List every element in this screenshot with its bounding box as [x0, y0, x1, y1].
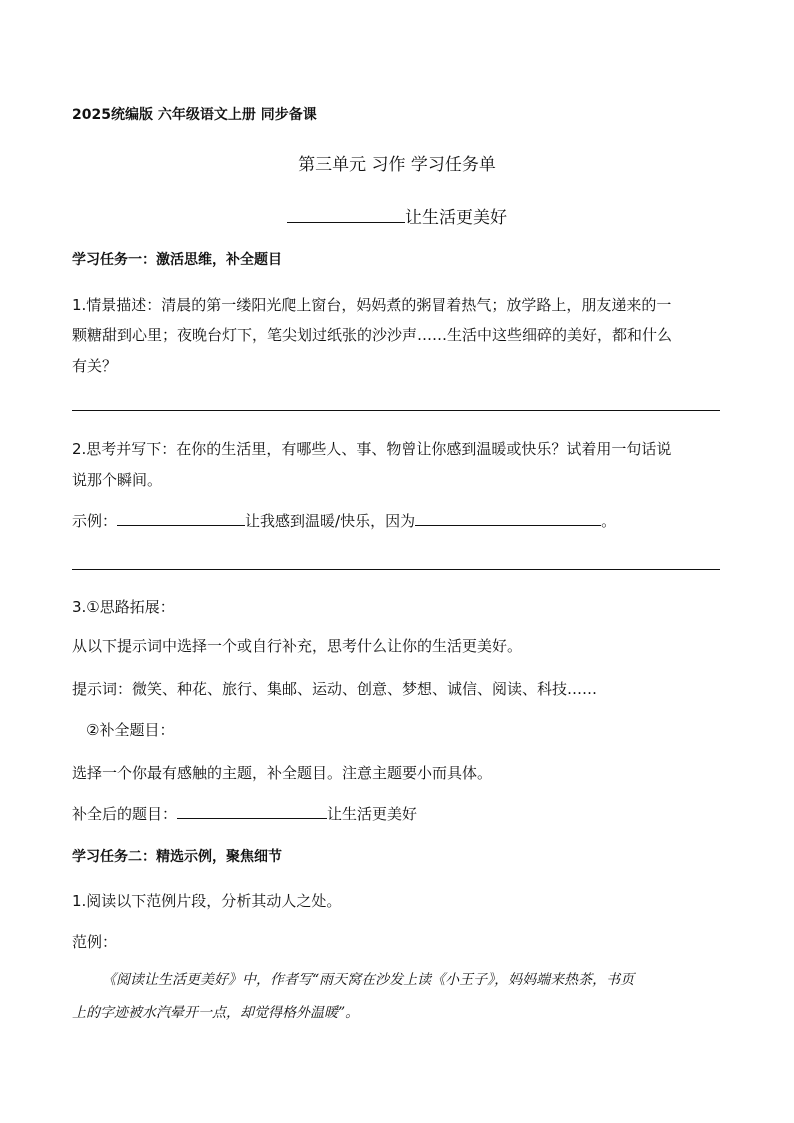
task2-example-label: 范例：: [72, 933, 118, 951]
answer-line-1[interactable]: [72, 410, 720, 411]
subtitle-suffix: 让生活更美好: [405, 208, 507, 228]
task1-q2-line2: 说那个瞬间。: [72, 471, 163, 489]
answer-line-2[interactable]: [72, 569, 720, 570]
example-middle: 让我感到温暖/快乐，因为: [245, 512, 416, 530]
task2-example-line2: 上的字迹被水汽晕开一点，却觉得格外温暖”。: [72, 1005, 360, 1021]
page-title: 第三单元 习作 学习任务单: [298, 155, 496, 175]
title-fill-line: [72, 803, 417, 824]
example-prefix: 示例：: [72, 512, 118, 530]
task1-q3-heading: 3.①思路拓展：: [72, 598, 175, 616]
task1-q2-line1: 2.思考并写下：在你的生活里，有哪些人、事、物曾让你感到温暖或快乐？试着用一句话说: [72, 440, 672, 458]
task1-q3-sub: ②补全题目：: [86, 721, 175, 739]
task1-q1-line1: 1.情景描述：清晨的第一缕阳光爬上窗台，妈妈煮的粥冒着热气；放学路上，朋友递来的一: [72, 296, 672, 314]
document-header: 2025统编版 六年级语文上册 同步备课: [72, 107, 317, 123]
task1-q3-instruction: 从以下提示词中选择一个或自行补充，思考什么让你的生活更美好。: [72, 637, 523, 655]
task1-q3-hints: 提示词：微笑、种花、旅行、集邮、运动、创意、梦想、诚信、阅读、科技……: [72, 680, 598, 698]
task1-heading: 学习任务一：激活思维，补全题目: [72, 252, 282, 268]
page-subtitle: [0, 203, 794, 228]
example-end: 。: [601, 512, 617, 530]
example-sentence: [72, 510, 616, 531]
title-blank[interactable]: [287, 207, 405, 223]
fill-suffix: 让生活更美好: [327, 805, 418, 823]
task1-q1-line2: 颗糖甜到心里；夜晚台灯下，笔尖划过纸张的沙沙声……生活中这些细碎的美好，都和什么: [72, 326, 673, 344]
task1-q3-sub-instruction: 选择一个你最有感触的主题，补全题目。注意主题要小而具体。: [72, 764, 493, 782]
task2-example-line1: 《阅读让生活更美好》中，作者写“雨天窝在沙发上读《小王子》，妈妈端来热茶，书页: [102, 972, 635, 988]
example-blank-2[interactable]: [415, 510, 601, 526]
task2-q1: 1.阅读以下范例片段，分析其动人之处。: [72, 892, 342, 910]
title-fill-blank[interactable]: [177, 803, 327, 819]
fill-prefix: 补全后的题目：: [72, 805, 178, 823]
task1-q1-line3: 有关？: [72, 357, 118, 375]
task2-heading: 学习任务二：精选示例，聚焦细节: [72, 849, 282, 865]
example-blank-1[interactable]: [117, 510, 245, 526]
